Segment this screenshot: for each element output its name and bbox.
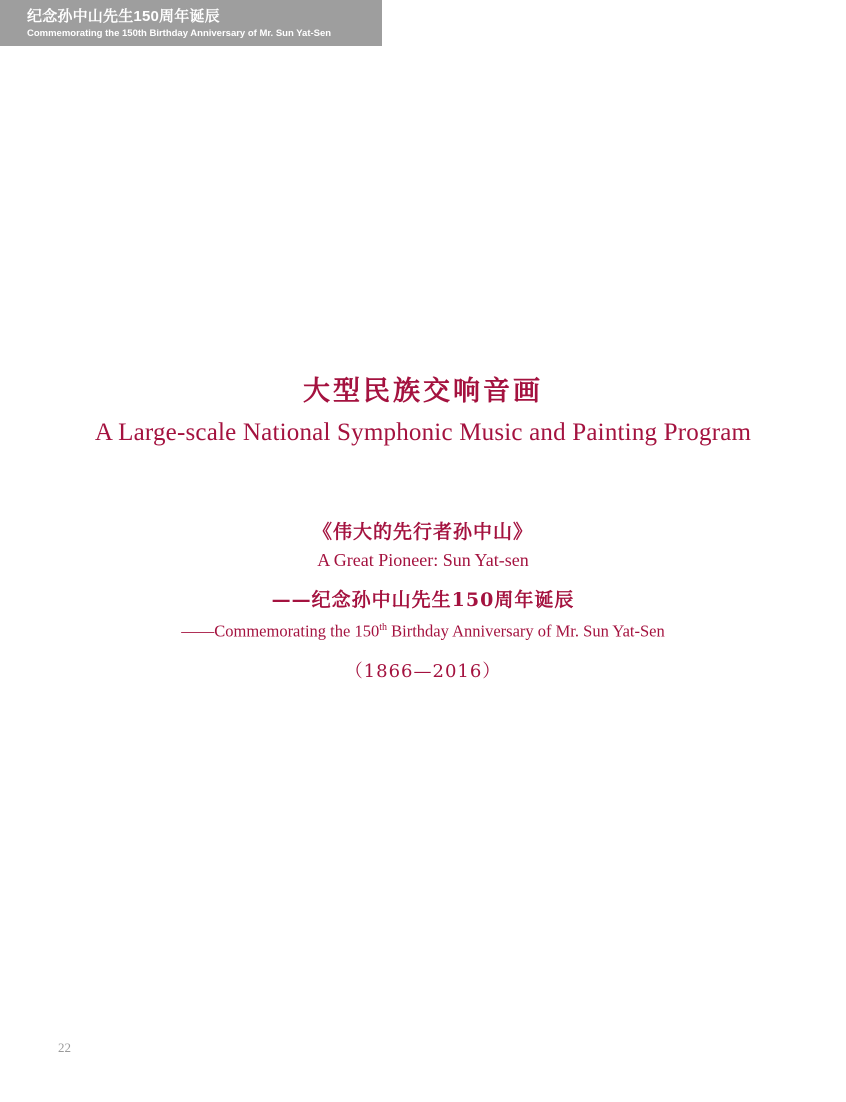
dedication-english-after: Birthday Anniversary of Mr. Sun Yat-Sen <box>387 621 665 641</box>
work-title-chinese: 《伟大的先行者孙中山》 <box>312 521 533 543</box>
page-number: 22 <box>58 1040 71 1055</box>
dedication-english-before: ——Commemorating the 150 <box>181 621 380 641</box>
year-range: （1866—2016） <box>344 660 502 682</box>
subtitle-block <box>0 518 846 685</box>
header-title-chinese: 纪念孙中山先生150周年诞辰 <box>27 8 220 25</box>
main-title-block <box>0 375 846 449</box>
dedication-english-ordinal: th <box>379 622 387 633</box>
dedication-english <box>0 617 846 643</box>
main-title-chinese: 大型民族交响音画 <box>303 376 543 407</box>
header-title-english: Commemorating the 150th Birthday Anniversary of Mr. Sun Yat-Sen <box>27 28 332 39</box>
work-title-english: A Great Pioneer: Sun Yat-sen <box>317 550 529 570</box>
dedication-chinese: ——纪念孙中山先生150周年诞辰 <box>271 589 575 611</box>
header-banner <box>0 0 382 46</box>
main-title-english: A Large-scale National Symphonic Music and Painting Program <box>94 419 752 446</box>
